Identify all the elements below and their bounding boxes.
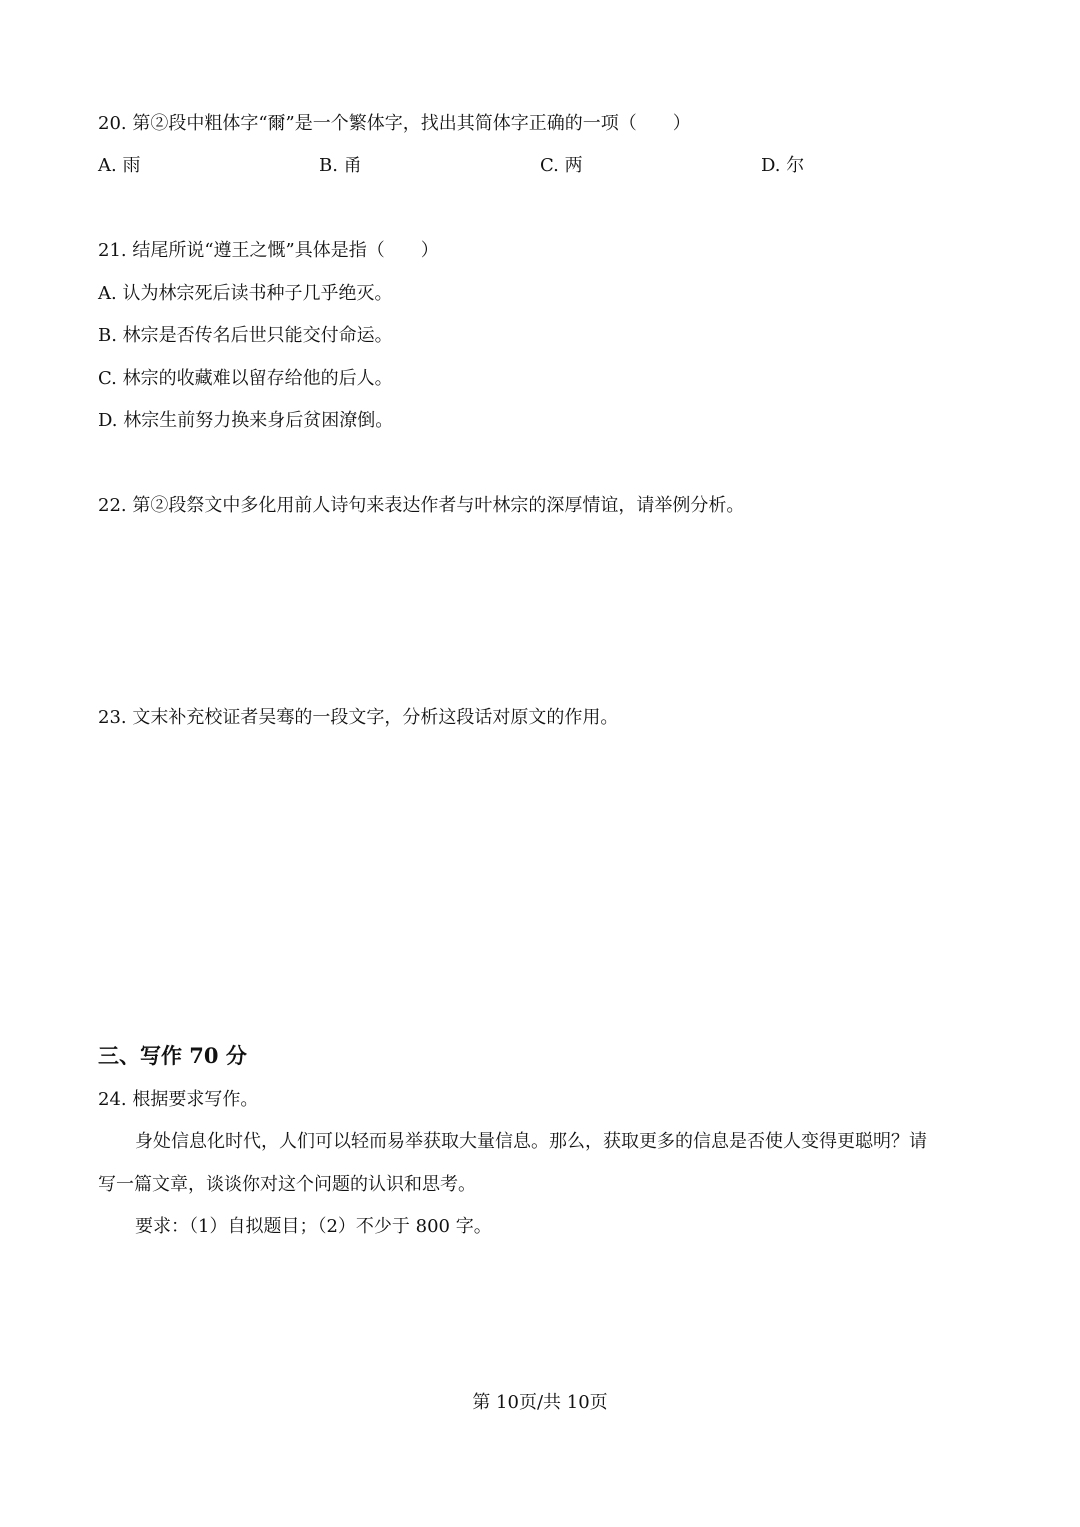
page-number: 第 10页/共 10页 bbox=[472, 1392, 608, 1413]
question-22-stem: 22. 第②段祭文中多化用前人诗句来表达作者与叶林宗的深厚情谊，请举例分析。 bbox=[98, 495, 745, 516]
question-21-option-b: B. 林宗是否传名后世只能交付命运。 bbox=[98, 325, 393, 346]
question-24-stem: 24. 根据要求写作。 bbox=[98, 1089, 259, 1110]
question-21-stem: 21. 结尾所说“遵王之慨”具体是指（ ） bbox=[98, 240, 439, 261]
question-20-option-d: D. 尔 bbox=[761, 155, 805, 176]
writing-section-title: 三、写作 70 分 bbox=[98, 1043, 247, 1068]
question-20-option-a: A. 雨 bbox=[98, 155, 141, 176]
question-20-option-b: B. 甬 bbox=[319, 155, 362, 176]
question-21-option-a: A. 认为林宗死后读书种子几乎绝灭。 bbox=[98, 283, 393, 304]
question-21-option-c: C. 林宗的收藏难以留存给他的后人。 bbox=[98, 368, 393, 389]
question-20-stem: 20. 第②段中粗体字“爾”是一个繁体字，找出其简体字正确的一项（ ） bbox=[98, 113, 691, 134]
question-23-stem: 23. 文末补充校证者吴骞的一段文字，分析这段话对原文的作用。 bbox=[98, 707, 619, 728]
writing-prompt-line-1: 身处信息化时代，人们可以轻而易举获取大量信息。那么，获取更多的信息是否使人变得更聪明？请 bbox=[135, 1131, 927, 1152]
question-21-option-d: D. 林宗生前努力换来身后贫困潦倒。 bbox=[98, 410, 394, 431]
writing-prompt-line-2: 写一篇文章，谈谈你对这个问题的认识和思考。 bbox=[98, 1174, 476, 1195]
question-20-option-c: C. 两 bbox=[540, 155, 583, 176]
writing-requirements: 要求：（1）自拟题目；（2）不少于 800 字。 bbox=[135, 1216, 492, 1237]
